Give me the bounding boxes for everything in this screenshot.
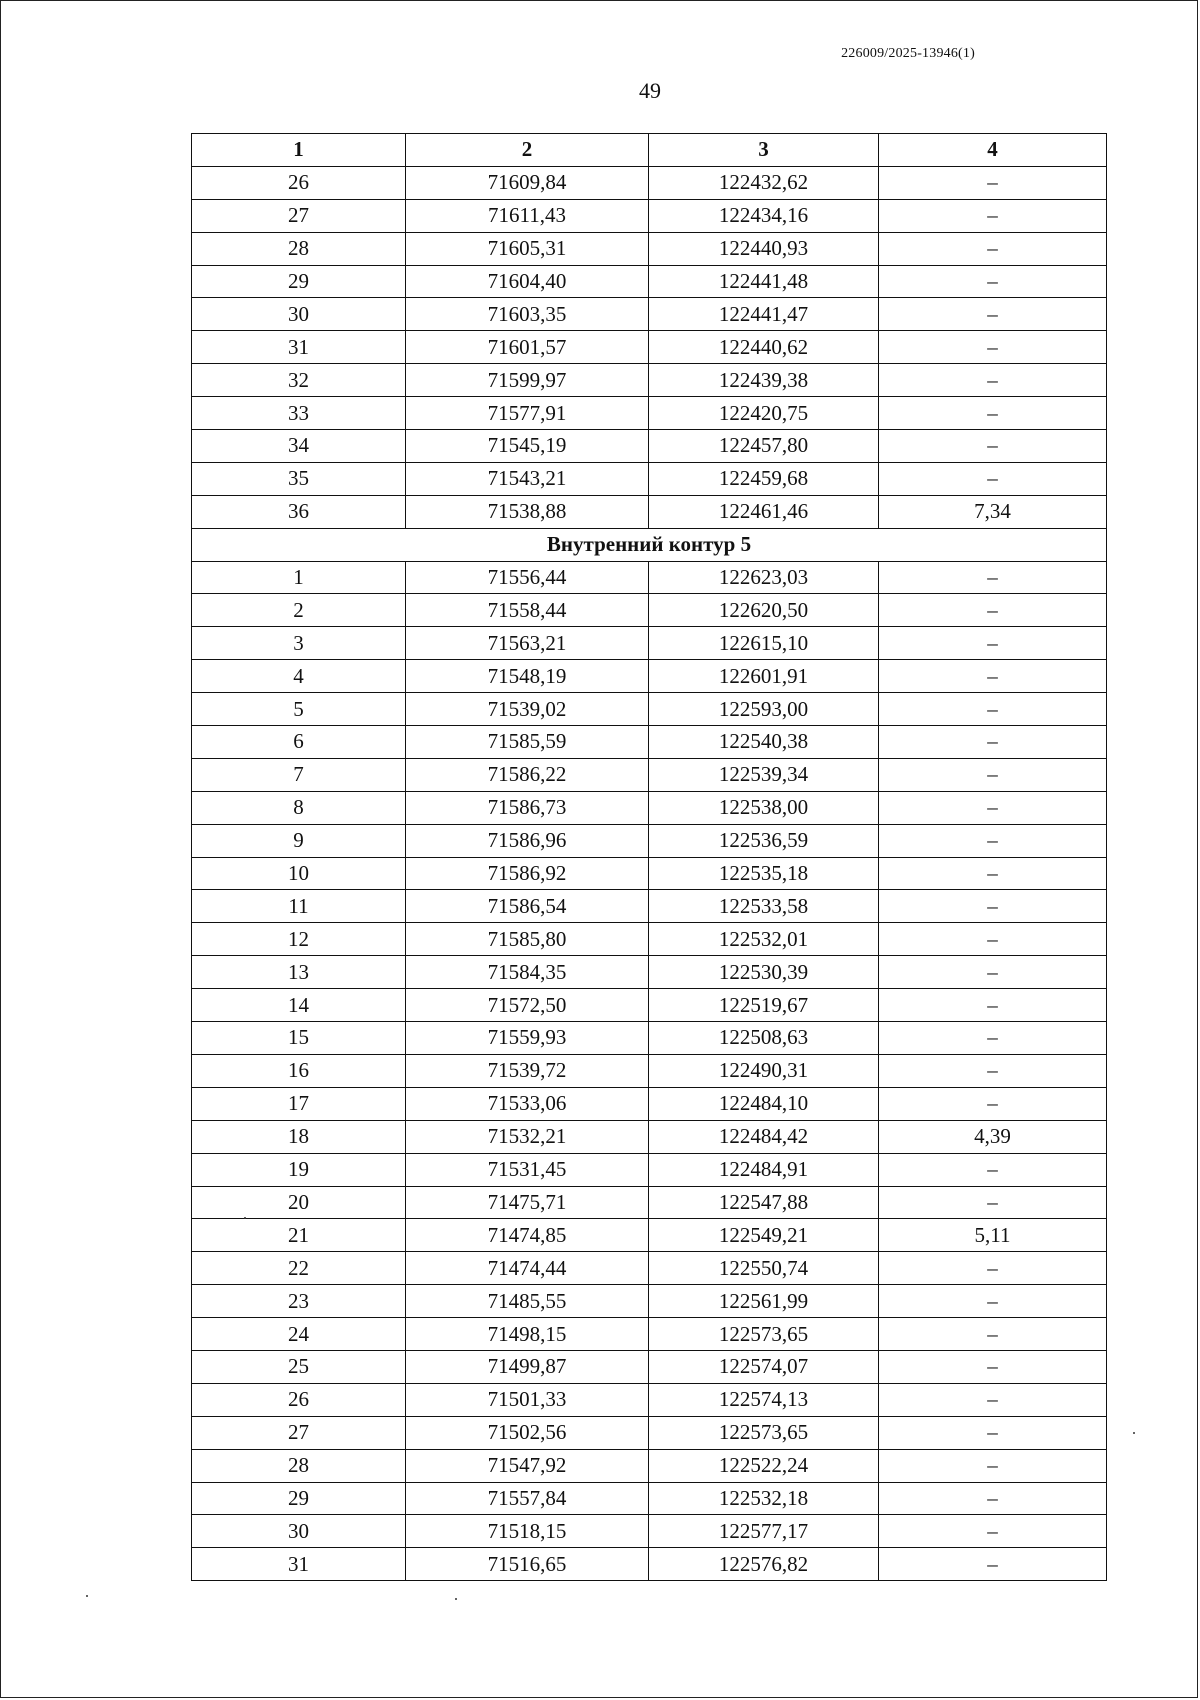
y-coordinate-cell: 122532,01 [649, 923, 879, 956]
table-row [192, 1449, 1107, 1482]
x-coordinate-cell: 71498,15 [406, 1318, 649, 1351]
x-coordinate-cell: 71585,80 [406, 923, 649, 956]
point-number-cell: 15 [192, 1022, 406, 1055]
x-coordinate-cell: 71559,93 [406, 1022, 649, 1055]
x-coordinate-cell: 71604,40 [406, 265, 649, 298]
point-number-cell: 28 [192, 1449, 406, 1482]
table-row [192, 1022, 1107, 1055]
column-header: 1 [192, 134, 406, 167]
x-coordinate-cell: 71531,45 [406, 1153, 649, 1186]
x-coordinate-cell: 71502,56 [406, 1416, 649, 1449]
point-number-cell: 5 [192, 693, 406, 726]
x-coordinate-cell: 71586,92 [406, 857, 649, 890]
x-coordinate-cell: 71516,65 [406, 1548, 649, 1581]
table-row [192, 1548, 1107, 1581]
point-number-cell: 27 [192, 1416, 406, 1449]
x-coordinate-cell: 71547,92 [406, 1449, 649, 1482]
x-coordinate-cell: 71474,44 [406, 1252, 649, 1285]
table-row [192, 824, 1107, 857]
x-coordinate-cell: 71538,88 [406, 495, 649, 528]
table-row [192, 1318, 1107, 1351]
y-coordinate-cell: 122532,18 [649, 1482, 879, 1515]
distance-cell: – [879, 1285, 1107, 1318]
distance-cell: – [879, 857, 1107, 890]
y-coordinate-cell: 122484,10 [649, 1087, 879, 1120]
table-row [192, 758, 1107, 791]
point-number-cell: 35 [192, 462, 406, 495]
point-number-cell: 11 [192, 890, 406, 923]
point-number-cell: 34 [192, 430, 406, 463]
x-coordinate-cell: 71533,06 [406, 1087, 649, 1120]
x-coordinate-cell: 71475,71 [406, 1186, 649, 1219]
y-coordinate-cell: 122547,88 [649, 1186, 879, 1219]
distance-cell: – [879, 364, 1107, 397]
x-coordinate-cell: 71586,54 [406, 890, 649, 923]
distance-cell: – [879, 1383, 1107, 1416]
table-row [192, 430, 1107, 463]
y-coordinate-cell: 122576,82 [649, 1548, 879, 1581]
table-row [192, 331, 1107, 364]
point-number-cell: 30 [192, 1515, 406, 1548]
point-number-cell: 12 [192, 923, 406, 956]
point-number-cell: 14 [192, 989, 406, 1022]
x-coordinate-cell: 71532,21 [406, 1120, 649, 1153]
y-coordinate-cell: 122420,75 [649, 397, 879, 430]
table-row [192, 462, 1107, 495]
distance-cell: – [879, 1449, 1107, 1482]
page-number: 49 [639, 78, 661, 103]
point-number-cell: 9 [192, 824, 406, 857]
point-number-cell: 30 [192, 298, 406, 331]
x-coordinate-cell: 71586,73 [406, 791, 649, 824]
y-coordinate-cell: 122440,93 [649, 232, 879, 265]
table-row [192, 1482, 1107, 1515]
point-number-cell: 25 [192, 1350, 406, 1383]
x-coordinate-cell: 71539,02 [406, 693, 649, 726]
point-number-cell: 24 [192, 1318, 406, 1351]
x-coordinate-cell: 71585,59 [406, 726, 649, 759]
point-number-cell: 22 [192, 1252, 406, 1285]
point-number-cell: 29 [192, 1482, 406, 1515]
table-row [192, 495, 1107, 528]
point-number-cell: 10 [192, 857, 406, 890]
point-number-cell: 2 [192, 594, 406, 627]
point-number-cell: 3 [192, 627, 406, 660]
distance-cell: – [879, 594, 1107, 627]
x-coordinate-cell: 71572,50 [406, 989, 649, 1022]
x-coordinate-cell: 71611,43 [406, 199, 649, 232]
table-row [192, 397, 1107, 430]
x-coordinate-cell: 71584,35 [406, 956, 649, 989]
y-coordinate-cell: 122522,24 [649, 1449, 879, 1482]
distance-cell: – [879, 1252, 1107, 1285]
y-coordinate-cell: 122508,63 [649, 1022, 879, 1055]
y-coordinate-cell: 122574,07 [649, 1350, 879, 1383]
table-row [192, 265, 1107, 298]
distance-cell: – [879, 1318, 1107, 1351]
y-coordinate-cell: 122434,16 [649, 199, 879, 232]
x-coordinate-cell: 71501,33 [406, 1383, 649, 1416]
table-row [192, 1087, 1107, 1120]
table-row [192, 1252, 1107, 1285]
y-coordinate-cell: 122549,21 [649, 1219, 879, 1252]
distance-cell: – [879, 561, 1107, 594]
column-header: 2 [406, 134, 649, 167]
x-coordinate-cell: 71474,85 [406, 1219, 649, 1252]
section-title: Внутренний контур 5 [192, 528, 1107, 561]
x-coordinate-cell: 71605,31 [406, 232, 649, 265]
x-coordinate-cell: 71557,84 [406, 1482, 649, 1515]
x-coordinate-cell: 71603,35 [406, 298, 649, 331]
distance-cell: – [879, 331, 1107, 364]
y-coordinate-cell: 122561,99 [649, 1285, 879, 1318]
x-coordinate-cell: 71586,22 [406, 758, 649, 791]
column-header: 3 [649, 134, 879, 167]
point-number-cell: 6 [192, 726, 406, 759]
y-coordinate-cell: 122574,13 [649, 1383, 879, 1416]
table-row [192, 791, 1107, 824]
table-row [192, 364, 1107, 397]
y-coordinate-cell: 122484,42 [649, 1120, 879, 1153]
section-row [192, 528, 1107, 561]
point-number-cell: 21 [192, 1219, 406, 1252]
document-reference: 226009/2025-13946(1) [841, 46, 975, 61]
table-row [192, 890, 1107, 923]
scan-speck [244, 1217, 246, 1219]
point-number-cell: 26 [192, 166, 406, 199]
table-row [192, 956, 1107, 989]
point-number-cell: 23 [192, 1285, 406, 1318]
distance-cell: – [879, 1054, 1107, 1087]
table-row [192, 923, 1107, 956]
point-number-cell: 28 [192, 232, 406, 265]
table-row [192, 989, 1107, 1022]
table-row [192, 1219, 1107, 1252]
distance-cell: – [879, 1087, 1107, 1120]
distance-cell: – [879, 890, 1107, 923]
distance-cell: – [879, 758, 1107, 791]
table-row [192, 1350, 1107, 1383]
point-number-cell: 31 [192, 1548, 406, 1581]
point-number-cell: 27 [192, 199, 406, 232]
distance-cell: – [879, 726, 1107, 759]
table-row [192, 627, 1107, 660]
distance-cell: – [879, 1416, 1107, 1449]
distance-cell: – [879, 1482, 1107, 1515]
y-coordinate-cell: 122530,39 [649, 956, 879, 989]
table-row [192, 1153, 1107, 1186]
table-row [192, 199, 1107, 232]
table-row [192, 1515, 1107, 1548]
table-row [192, 1383, 1107, 1416]
distance-cell: – [879, 1350, 1107, 1383]
table-row [192, 1054, 1107, 1087]
distance-cell: – [879, 199, 1107, 232]
y-coordinate-cell: 122457,80 [649, 430, 879, 463]
point-number-cell: 19 [192, 1153, 406, 1186]
x-coordinate-cell: 71563,21 [406, 627, 649, 660]
y-coordinate-cell: 122601,91 [649, 660, 879, 693]
table-row [192, 726, 1107, 759]
coordinates-table-container [191, 133, 1106, 1581]
point-number-cell: 7 [192, 758, 406, 791]
x-coordinate-cell: 71558,44 [406, 594, 649, 627]
distance-cell: – [879, 693, 1107, 726]
table-row [192, 693, 1107, 726]
table-row [192, 1285, 1107, 1318]
y-coordinate-cell: 122440,62 [649, 331, 879, 364]
table-row [192, 660, 1107, 693]
x-coordinate-cell: 71499,87 [406, 1350, 649, 1383]
distance-cell: – [879, 462, 1107, 495]
table-row [192, 857, 1107, 890]
x-coordinate-cell: 71485,55 [406, 1285, 649, 1318]
coordinates-table [191, 133, 1107, 1581]
x-coordinate-cell: 71545,19 [406, 430, 649, 463]
point-number-cell: 17 [192, 1087, 406, 1120]
x-coordinate-cell: 71577,91 [406, 397, 649, 430]
point-number-cell: 16 [192, 1054, 406, 1087]
y-coordinate-cell: 122573,65 [649, 1416, 879, 1449]
point-number-cell: 33 [192, 397, 406, 430]
y-coordinate-cell: 122519,67 [649, 989, 879, 1022]
distance-cell: – [879, 1515, 1107, 1548]
distance-cell: – [879, 166, 1107, 199]
y-coordinate-cell: 122439,38 [649, 364, 879, 397]
point-number-cell: 20 [192, 1186, 406, 1219]
x-coordinate-cell: 71609,84 [406, 166, 649, 199]
x-coordinate-cell: 71543,21 [406, 462, 649, 495]
column-header: 4 [879, 134, 1107, 167]
y-coordinate-cell: 122623,03 [649, 561, 879, 594]
table-row [192, 298, 1107, 331]
table-row [192, 1416, 1107, 1449]
scan-speck [1133, 1432, 1135, 1434]
table-row [192, 594, 1107, 627]
y-coordinate-cell: 122577,17 [649, 1515, 879, 1548]
y-coordinate-cell: 122459,68 [649, 462, 879, 495]
x-coordinate-cell: 71539,72 [406, 1054, 649, 1087]
x-coordinate-cell: 71601,57 [406, 331, 649, 364]
x-coordinate-cell: 71556,44 [406, 561, 649, 594]
table-row [192, 1120, 1107, 1153]
table-row [192, 561, 1107, 594]
y-coordinate-cell: 122538,00 [649, 791, 879, 824]
distance-cell: – [879, 397, 1107, 430]
y-coordinate-cell: 122441,47 [649, 298, 879, 331]
distance-cell: – [879, 1548, 1107, 1581]
point-number-cell: 31 [192, 331, 406, 364]
distance-cell: 7,34 [879, 495, 1107, 528]
table-row [192, 232, 1107, 265]
y-coordinate-cell: 122550,74 [649, 1252, 879, 1285]
point-number-cell: 4 [192, 660, 406, 693]
y-coordinate-cell: 122533,58 [649, 890, 879, 923]
y-coordinate-cell: 122441,48 [649, 265, 879, 298]
distance-cell: – [879, 1186, 1107, 1219]
table-row [192, 166, 1107, 199]
x-coordinate-cell: 71518,15 [406, 1515, 649, 1548]
distance-cell: – [879, 1022, 1107, 1055]
table-body [192, 166, 1107, 1580]
distance-cell: – [879, 791, 1107, 824]
distance-cell: – [879, 956, 1107, 989]
x-coordinate-cell: 71548,19 [406, 660, 649, 693]
point-number-cell: 1 [192, 561, 406, 594]
y-coordinate-cell: 122432,62 [649, 166, 879, 199]
point-number-cell: 13 [192, 956, 406, 989]
point-number-cell: 18 [192, 1120, 406, 1153]
y-coordinate-cell: 122490,31 [649, 1054, 879, 1087]
distance-cell: – [879, 824, 1107, 857]
distance-cell: – [879, 232, 1107, 265]
point-number-cell: 8 [192, 791, 406, 824]
y-coordinate-cell: 122539,34 [649, 758, 879, 791]
distance-cell: 4,39 [879, 1120, 1107, 1153]
y-coordinate-cell: 122536,59 [649, 824, 879, 857]
distance-cell: – [879, 430, 1107, 463]
distance-cell: – [879, 989, 1107, 1022]
scan-speck [86, 1595, 88, 1597]
distance-cell: – [879, 923, 1107, 956]
distance-cell: – [879, 660, 1107, 693]
y-coordinate-cell: 122461,46 [649, 495, 879, 528]
y-coordinate-cell: 122620,50 [649, 594, 879, 627]
y-coordinate-cell: 122535,18 [649, 857, 879, 890]
point-number-cell: 32 [192, 364, 406, 397]
distance-cell: 5,11 [879, 1219, 1107, 1252]
distance-cell: – [879, 1153, 1107, 1186]
y-coordinate-cell: 122484,91 [649, 1153, 879, 1186]
scan-speck [455, 1598, 457, 1600]
y-coordinate-cell: 122593,00 [649, 693, 879, 726]
y-coordinate-cell: 122573,65 [649, 1318, 879, 1351]
table-header-row [192, 134, 1107, 167]
x-coordinate-cell: 71599,97 [406, 364, 649, 397]
point-number-cell: 36 [192, 495, 406, 528]
distance-cell: – [879, 627, 1107, 660]
y-coordinate-cell: 122615,10 [649, 627, 879, 660]
distance-cell: – [879, 265, 1107, 298]
y-coordinate-cell: 122540,38 [649, 726, 879, 759]
point-number-cell: 29 [192, 265, 406, 298]
table-row [192, 1186, 1107, 1219]
x-coordinate-cell: 71586,96 [406, 824, 649, 857]
distance-cell: – [879, 298, 1107, 331]
point-number-cell: 26 [192, 1383, 406, 1416]
